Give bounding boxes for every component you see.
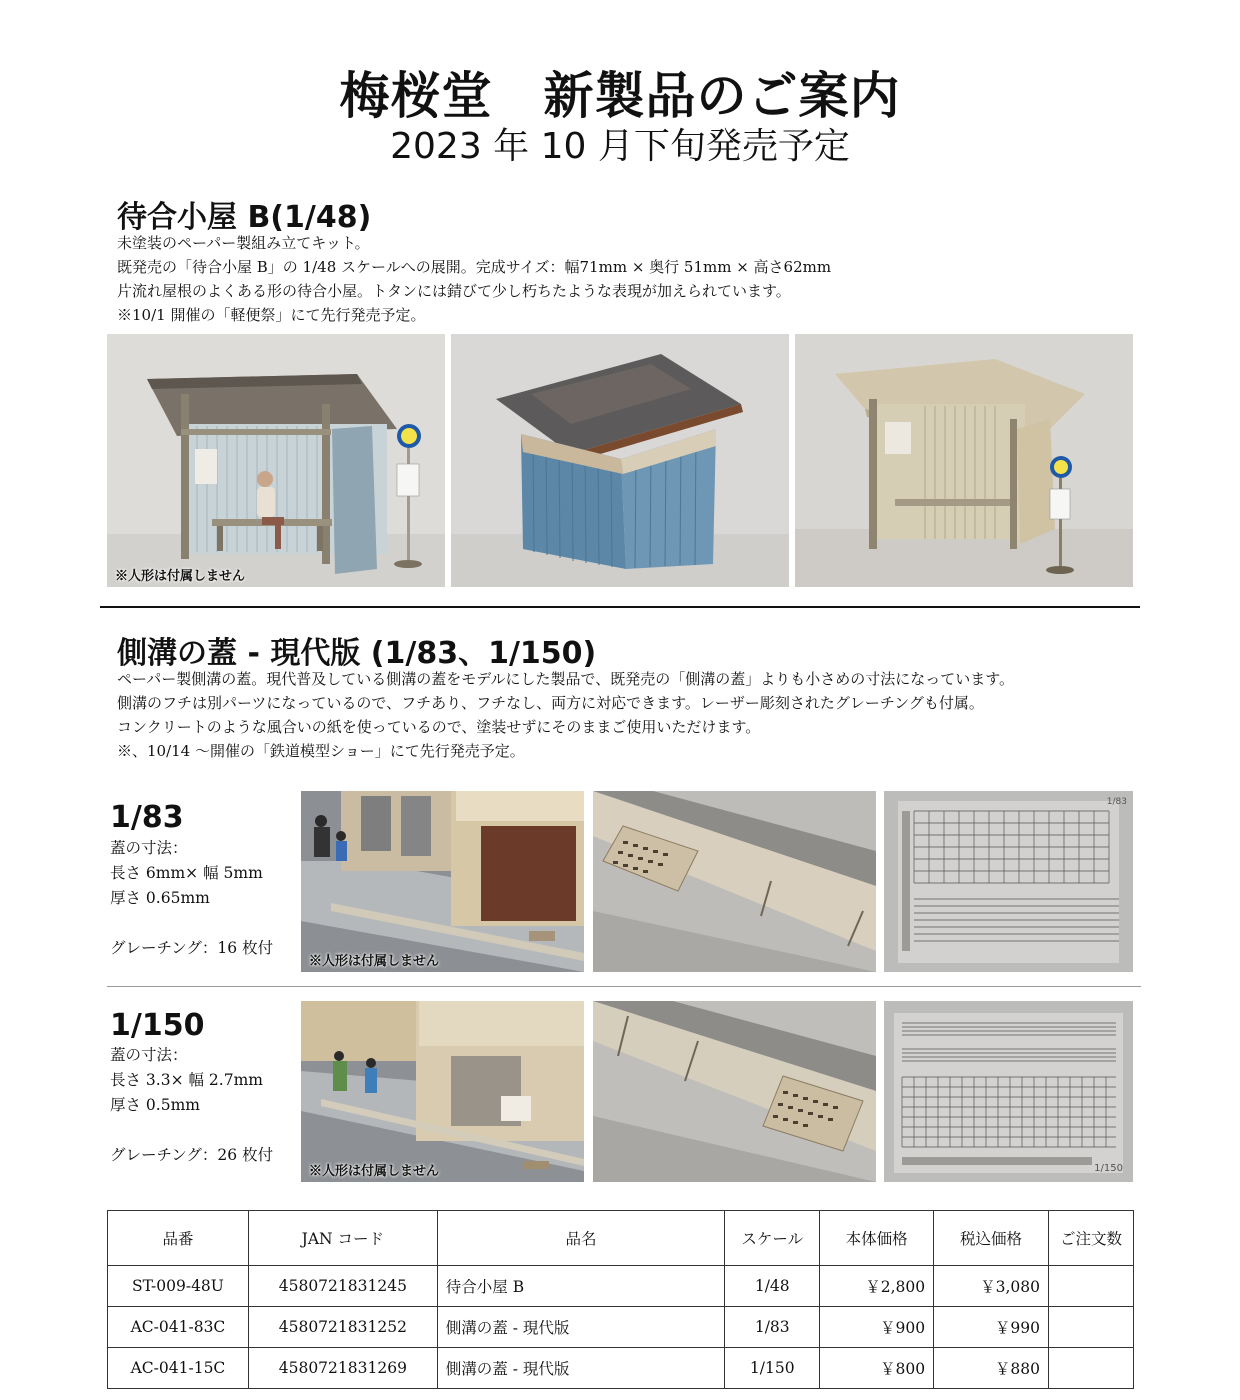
sheet-scale-label: 1/150 (1094, 1163, 1123, 1174)
product2-desc-line: 側溝のフチは別パーツになっているので、フチあり、フチなし、両方に対応できます。レーザー彫刻されたグレーチングも付属。 (117, 694, 984, 712)
column-header: ご注文数 (1048, 1211, 1133, 1266)
photo-caption: ※人形は付属しません (115, 569, 246, 584)
order-table (107, 1210, 1134, 1389)
photo-caption: ※人形は付属しません (309, 1164, 440, 1179)
product-name-cell: 待合小屋 B (437, 1266, 725, 1307)
column-header: 品番 (108, 1211, 249, 1266)
column-header: スケール (725, 1211, 820, 1266)
scale-cell: 1/48 (725, 1266, 820, 1307)
release-date: 2023 年 10 月下旬発売予定 (390, 126, 850, 167)
table-row (108, 1348, 1134, 1389)
base-price-cell: ￥2,800 (820, 1266, 934, 1307)
column-header: 税込価格 (934, 1211, 1049, 1266)
order-quantity-cell[interactable] (1048, 1348, 1133, 1389)
spec-line: グレーチング：26 枚付 (110, 1146, 274, 1164)
product1-description (117, 231, 831, 327)
gutter-photo-street-183 (301, 791, 584, 972)
product-name-cell: 側溝の蓋 - 現代版 (437, 1307, 725, 1348)
base-price-cell: ￥800 (820, 1348, 934, 1389)
scale-cell: 1/150 (725, 1348, 820, 1389)
product2-desc-line: コンクリートのような風合いの紙を使っているので、塗装せずにそのままご使用いただけます。 (117, 718, 761, 736)
base-price-cell: ￥900 (820, 1307, 934, 1348)
spec-line (110, 911, 273, 936)
tax-price-cell: ￥3,080 (934, 1266, 1049, 1307)
variant-scale-label: 1/83 (110, 800, 184, 835)
product1-desc-line: 既発売の「待合小屋 B」の 1/48 スケールへの展開。完成サイズ：幅71mm × 奥行 51mm × 高さ62mm (117, 258, 832, 276)
spec-line: 蓋の寸法： (110, 839, 188, 857)
variant-spec (110, 836, 273, 961)
spec-line: 長さ 6mm× 幅 5mm (110, 864, 263, 882)
shelter-photo-roof (451, 334, 789, 587)
tax-price-cell: ￥880 (934, 1348, 1049, 1389)
spec-line: 蓋の寸法： (110, 1046, 188, 1064)
order-quantity-cell[interactable] (1048, 1266, 1133, 1307)
spec-line: 厚さ 0.5mm (110, 1096, 200, 1114)
spec-line: グレーチング：16 枚付 (110, 939, 274, 957)
product-code-cell: AC-041-15C (108, 1348, 249, 1389)
gutter-sheet-photo-183 (884, 791, 1133, 972)
jan-code-cell: 4580721831245 (248, 1266, 437, 1307)
tax-price-cell: ￥990 (934, 1307, 1049, 1348)
gutter-sheet-photo-1150 (884, 1001, 1133, 1182)
order-quantity-cell[interactable] (1048, 1307, 1133, 1348)
scale-cell: 1/83 (725, 1307, 820, 1348)
table-header-row (108, 1211, 1134, 1266)
spec-line (110, 1118, 273, 1143)
column-header: JAN コード (248, 1211, 437, 1266)
jan-code-cell: 4580721831252 (248, 1307, 437, 1348)
product-code-cell: AC-041-83C (108, 1307, 249, 1348)
product1-desc-line: 片流れ屋根のよくある形の待合小屋。トタンには錆びて少し朽ちたような表現が加えられています。 (117, 282, 791, 300)
sheet-scale-label: 1/83 (1106, 797, 1127, 807)
product-code-cell: ST-009-48U (108, 1266, 249, 1307)
product-name-cell: 側溝の蓋 - 現代版 (437, 1348, 725, 1389)
product2-description (117, 667, 1014, 763)
product1-desc-line: ※10/1 開催の「軽便祭」にて先行発売予定。 (117, 306, 426, 324)
spec-line: 長さ 3.3× 幅 2.7mm (110, 1071, 263, 1089)
shelter-photo-unpainted (795, 334, 1133, 587)
jan-code-cell: 4580721831269 (248, 1348, 437, 1389)
spec-line: 厚さ 0.65mm (110, 889, 210, 907)
product2-heading: 側溝の蓋 - 現代版 (1/83、1/150) (117, 636, 597, 671)
column-header: 品名 (437, 1211, 725, 1266)
product2-desc-line: ※、10/14 〜開催の「鉄道模型ショー」にて先行発売予定。 (117, 742, 525, 760)
gutter-photo-closeup-1150 (593, 1001, 876, 1182)
shelter-photo-front (107, 334, 445, 587)
gutter-photo-closeup-183 (593, 791, 876, 972)
table-row (108, 1266, 1134, 1307)
photo-caption: ※人形は付属しません (309, 954, 440, 969)
section-divider (100, 606, 1140, 608)
table-row (108, 1307, 1134, 1348)
product2-desc-line: ペーパー製側溝の蓋。現代普及している側溝の蓋をモデルにした製品で、既発売の「側溝の蓋」よりも小さめの寸法になっています。 (117, 670, 1015, 688)
column-header: 本体価格 (820, 1211, 934, 1266)
variant-spec (110, 1043, 273, 1168)
variant-scale-label: 1/150 (110, 1008, 205, 1043)
page-title: 梅桜堂 新製品のご案内 (339, 67, 901, 125)
product1-desc-line: 未塗装のペーパー製組み立てキット。 (117, 234, 370, 252)
gutter-photo-street-1150 (301, 1001, 584, 1182)
variant-divider (107, 986, 1141, 987)
product1-heading: 待合小屋 B(1/48) (117, 200, 372, 235)
